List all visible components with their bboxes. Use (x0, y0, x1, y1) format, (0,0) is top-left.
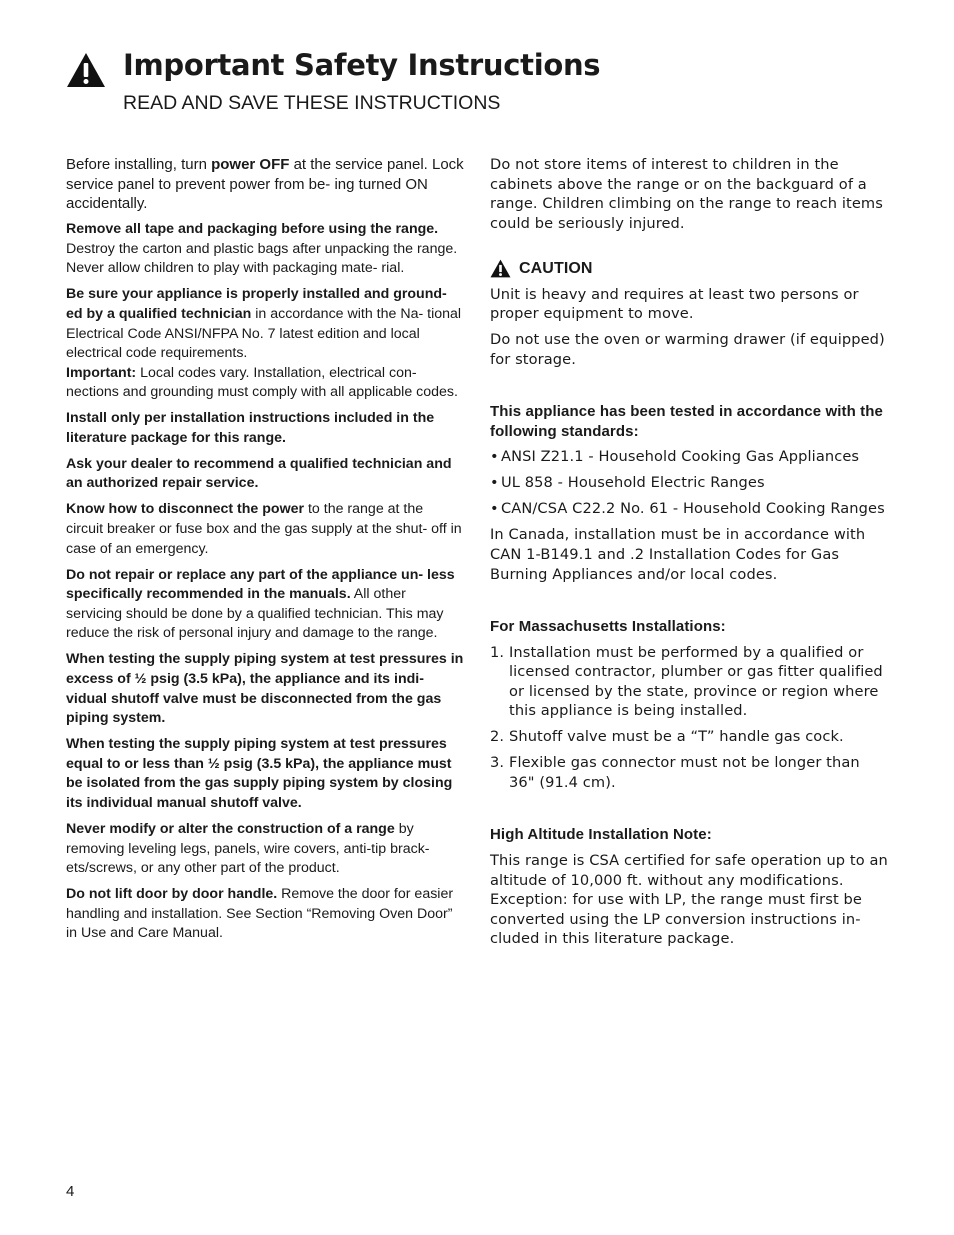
right-column (490, 155, 890, 955)
list-item: • UL 858 - Household Electric Ranges (490, 474, 765, 492)
caution-storage-paragraph: Do not use the oven or warming drawer (if equipped) for storage. (490, 331, 885, 368)
page-title: Important Safety Instructions (123, 48, 601, 82)
standards-heading: This appliance has been tested in accordance with the following standards: (490, 402, 883, 440)
do-not-repair-paragraph: Do not repair or replace any part of the appliance un- less specifically recommended in the manuals. All other servicing should be done by a qualified technician. This may reduce the risk of personal injury and damage to the range. (66, 566, 455, 642)
important-codes-paragraph: Important: Local codes vary. Installation, electrical con- nections and grounding must comply with all applicable codes. (66, 364, 458, 401)
canada-paragraph: In Canada, installation must be in accordance with CAN 1-B149.1 and .2 Installation Codes for Gas Burning Appliances and/or local codes. (490, 526, 866, 583)
warning-triangle-icon (66, 52, 106, 88)
caution-heavy-paragraph: Unit is heavy and requires at least two persons or proper equipment to move. (490, 285, 859, 323)
caution-heading (490, 259, 890, 279)
altitude-paragraph: This range is CSA certified for safe operation up to an altitude of 10,000 ft. without any modifications. Exception: for use with LP, the range must first be converted using the LP conversion instructions in- cluded in this literature package. (490, 851, 888, 948)
disconnect-power-paragraph: Know how to disconnect the power to the range at the circuit breaker or fuse box and the gas supply at the shut- off in case of an emergency. (66, 501, 462, 557)
testing-low-pressure-paragraph: When testing the supply piping system at test pressures equal to or less than ½ psig (3.5 kPa), the appliance must be isolated from the gas supply piping system by closing its individual manual shutoff valve. (66, 736, 453, 811)
page-number: 4 (66, 1183, 75, 1200)
left-column (66, 155, 464, 950)
remove-packaging-paragraph: Remove all tape and packaging before using the range. Destroy the carton and plastic bags after unpacking the range. Never allow children to play with packaging mate- rial. (66, 221, 458, 277)
children-storage-paragraph: Do not store items of interest to children in the cabinets above the range or on the backguard of a range. Children climbing on the range to reach items could be seriously injured. (490, 156, 883, 232)
power-off-paragraph: Before installing, turn power OFF at the service panel. Lock service panel to prevent power from be- ing turned ON accidentally. (66, 156, 464, 213)
list-item: 3. Flexible gas connector must not be longer than 36" (91.4 cm). (490, 754, 860, 791)
never-modify-paragraph: Never modify or alter the construction of a range by removing leveling legs, panels, wire covers, anti-tip brack- ets/screws, or any other part of the product. (66, 820, 430, 877)
caution-label: CAUTION (519, 259, 593, 277)
list-item: 1. Installation must be performed by a qualified or licensed contractor, plumber or gas fitter qualified or licensed by the state, province or region where this appliance is being installed. (490, 643, 883, 720)
list-item: • ANSI Z21.1 - Household Cooking Gas Appliances (490, 448, 860, 466)
massachusetts-heading: For Massachusetts Installations: (490, 617, 726, 635)
altitude-heading: High Altitude Installation Note: (490, 825, 712, 843)
door-handle-paragraph: Do not lift door by door handle. Remove the door for easier handling and installation. See Section “Removing Oven Door” in Use and Care Manual. (66, 886, 454, 942)
testing-excess-pressure-paragraph: When testing the supply piping system at test pressures in excess of ½ psig (3.5 kPa), the appliance and its indi- vidual shutoff valve must be disconnected from the gas piping system. (66, 651, 464, 727)
list-item: • CAN/CSA C22.2 No. 61 - Household Cooking Ranges (490, 500, 885, 518)
ask-dealer-paragraph: Ask your dealer to recommend a qualified technician and an authorized repair service. (66, 455, 452, 492)
page-subtitle: READ AND SAVE THESE INSTRUCTIONS (123, 92, 501, 114)
proper-installation-paragraph: Be sure your appliance is properly installed and ground- ed by a qualified technician in accordance with the Na- tional Electrical Code ANSI/NFPA No. 7 latest edition and local electrical code requirements. (66, 286, 462, 362)
warning-triangle-icon (490, 259, 511, 278)
install-per-instructions-paragraph: Install only per installation instructions included in the literature package for this range. (66, 410, 435, 446)
list-item: 2. Shutoff valve must be a “T” handle gas cock. (490, 728, 844, 746)
